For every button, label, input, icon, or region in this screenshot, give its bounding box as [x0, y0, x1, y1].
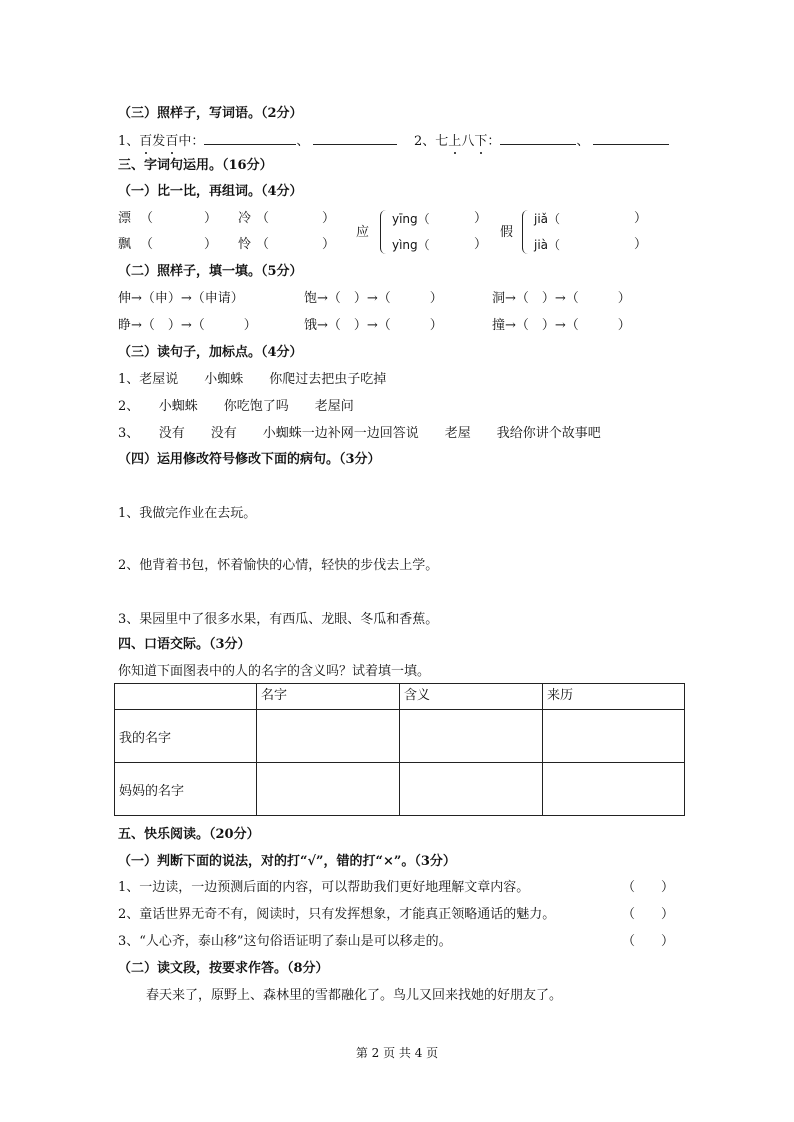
section-heading: （一）判断下面的说法，对的打“√”，错的打“×”。（3分）: [118, 854, 456, 869]
pinyin-reading: yìng（: [392, 238, 430, 252]
answer-blank[interactable]: [204, 132, 296, 145]
section-heading: （二）读文段，按要求作答。（8分）: [118, 961, 329, 976]
fill-item: 睁→（ ）→（ ）: [118, 318, 257, 333]
section-heading: （三）照样子，写词语。（2分）: [118, 106, 303, 121]
table-input-cell[interactable]: [400, 710, 543, 763]
word-exercise-2: [414, 132, 669, 150]
table-input-cell[interactable]: [543, 763, 685, 816]
table-input-cell[interactable]: [257, 763, 400, 816]
idiom-char: 发: [152, 134, 166, 149]
paren-open: （: [256, 211, 270, 226]
answer-box[interactable]: （ ）: [622, 934, 675, 949]
table-row: [115, 763, 685, 816]
punctuation-sentence: 3、 没有 没有 小蜘蛛一边补网一边回答说 老屋 我给你讲个故事吧: [118, 426, 601, 441]
brace-icon: [380, 210, 389, 254]
part-heading: 五、快乐阅读。（20分）: [118, 827, 260, 842]
punctuation-sentence: 1、老屋说 小蜘蛛 你爬过去把虫子吃掉: [118, 372, 387, 387]
answer-blank[interactable]: [593, 132, 669, 145]
word-exercise-1: [118, 132, 397, 150]
punctuation-sentence: 2、 小蜘蛛 你吃饱了吗 老屋问: [118, 399, 354, 414]
fill-item: 撞→（ ）→（ ）: [492, 318, 631, 333]
colon: ：: [487, 134, 501, 149]
faulty-sentence: 1、我做完作业在去玩。: [118, 506, 257, 521]
idiom-char: 上: [448, 134, 462, 149]
answer-blank[interactable]: [313, 132, 397, 145]
pinyin-reading: jià（: [534, 238, 561, 252]
table-input-cell[interactable]: [543, 710, 685, 763]
section-heading: （一）比一比，再组词。（4分）: [118, 184, 303, 199]
table-input-cell[interactable]: [257, 710, 400, 763]
answer-blank[interactable]: [500, 132, 576, 145]
table-header-cell: 名字: [257, 684, 400, 710]
table-row-label: 妈妈的名字: [115, 763, 257, 816]
idiom-char: 八: [461, 134, 475, 149]
judge-statement: 3、“人心齐，泰山移”这句俗语证明了泰山是可以移走的。: [118, 934, 452, 949]
paren-close: ）: [204, 211, 218, 226]
table-header-cell: 含义: [400, 684, 543, 710]
section-heading: （三）读句子，加标点。（4分）: [118, 345, 303, 360]
compare-char: 飘: [118, 237, 132, 252]
polyphone-char: 应: [356, 225, 370, 240]
instruction-text: 你知道下面图表中的人的名字的含义吗？试着填一填。: [118, 664, 431, 679]
paren-open: （: [256, 237, 270, 252]
pinyin-reading: jiǎ（: [534, 212, 561, 226]
paren-close: ）: [634, 237, 648, 252]
paren-close: ）: [634, 211, 648, 226]
table-input-cell[interactable]: [400, 763, 543, 816]
page-footer: 第 2 页 共 4 页: [355, 1046, 439, 1060]
idiom-char: 百: [139, 134, 153, 149]
idiom-char: 下: [474, 134, 488, 149]
question-number: 2、: [414, 134, 436, 149]
pinyin-reading: yīng（: [392, 212, 430, 226]
faulty-sentence: 3、果园里中了很多水果，有西瓜、龙眼、冬瓜和香蕉。: [118, 612, 439, 627]
paren-open: （: [140, 211, 154, 226]
answer-box[interactable]: （ ）: [622, 880, 675, 895]
answer-box[interactable]: （ ）: [622, 907, 675, 922]
paren-close: ）: [204, 237, 218, 252]
brace-icon: [522, 210, 531, 254]
fill-item: 饱→（ ）→（ ）: [304, 291, 443, 306]
name-meaning-table: [114, 683, 685, 816]
fill-item: 饿→（ ）→（ ）: [304, 318, 443, 333]
compare-char: 漂: [118, 211, 132, 226]
section-heading: （二）照样子，填一填。（5分）: [118, 264, 303, 279]
question-number: 1、: [118, 134, 140, 149]
compare-char: 怜: [238, 237, 252, 252]
colon: ：: [191, 134, 205, 149]
separator: 、: [296, 134, 310, 149]
table-row-label: 我的名字: [115, 710, 257, 763]
compare-char: 冷: [238, 211, 252, 226]
fill-item: 伸→（申）→（申请）: [118, 291, 244, 306]
paren-open: （: [140, 237, 154, 252]
paren-close: ）: [474, 237, 488, 252]
fill-item: 洞→（ ）→（ ）: [492, 291, 631, 306]
judge-statement: 1、一边读，一边预测后面的内容，可以帮助我们更好地理解文章内容。: [118, 880, 530, 895]
table-header-cell: [115, 684, 257, 710]
table-row: [115, 710, 685, 763]
polyphone-char: 假: [500, 225, 514, 240]
section-heading: （四）运用修改符号修改下面的病句。（3分）: [118, 452, 381, 467]
paren-close: ）: [322, 211, 336, 226]
faulty-sentence: 2、他背着书包，怀着愉快的心情，轻快的步伐去上学。: [118, 558, 439, 573]
paren-close: ）: [474, 211, 488, 226]
reading-passage: 春天来了，原野上、森林里的雪都融化了。鸟儿又回来找她的好朋友了。: [146, 988, 563, 1003]
judge-statement: 2、童话世界无奇不有，阅读时，只有发挥想象，才能真正领略通话的魅力。: [118, 907, 556, 922]
table-header-row: [115, 684, 685, 710]
part-heading: 三、字词句运用。（16分）: [118, 158, 273, 173]
idiom-char: 百: [165, 134, 179, 149]
table-header-cell: 来历: [543, 684, 685, 710]
separator: 、: [576, 134, 590, 149]
part-heading: 四、口语交际。（3分）: [118, 637, 251, 652]
paren-close: ）: [322, 237, 336, 252]
idiom-char: 中: [178, 134, 192, 149]
idiom-char: 七: [435, 134, 449, 149]
